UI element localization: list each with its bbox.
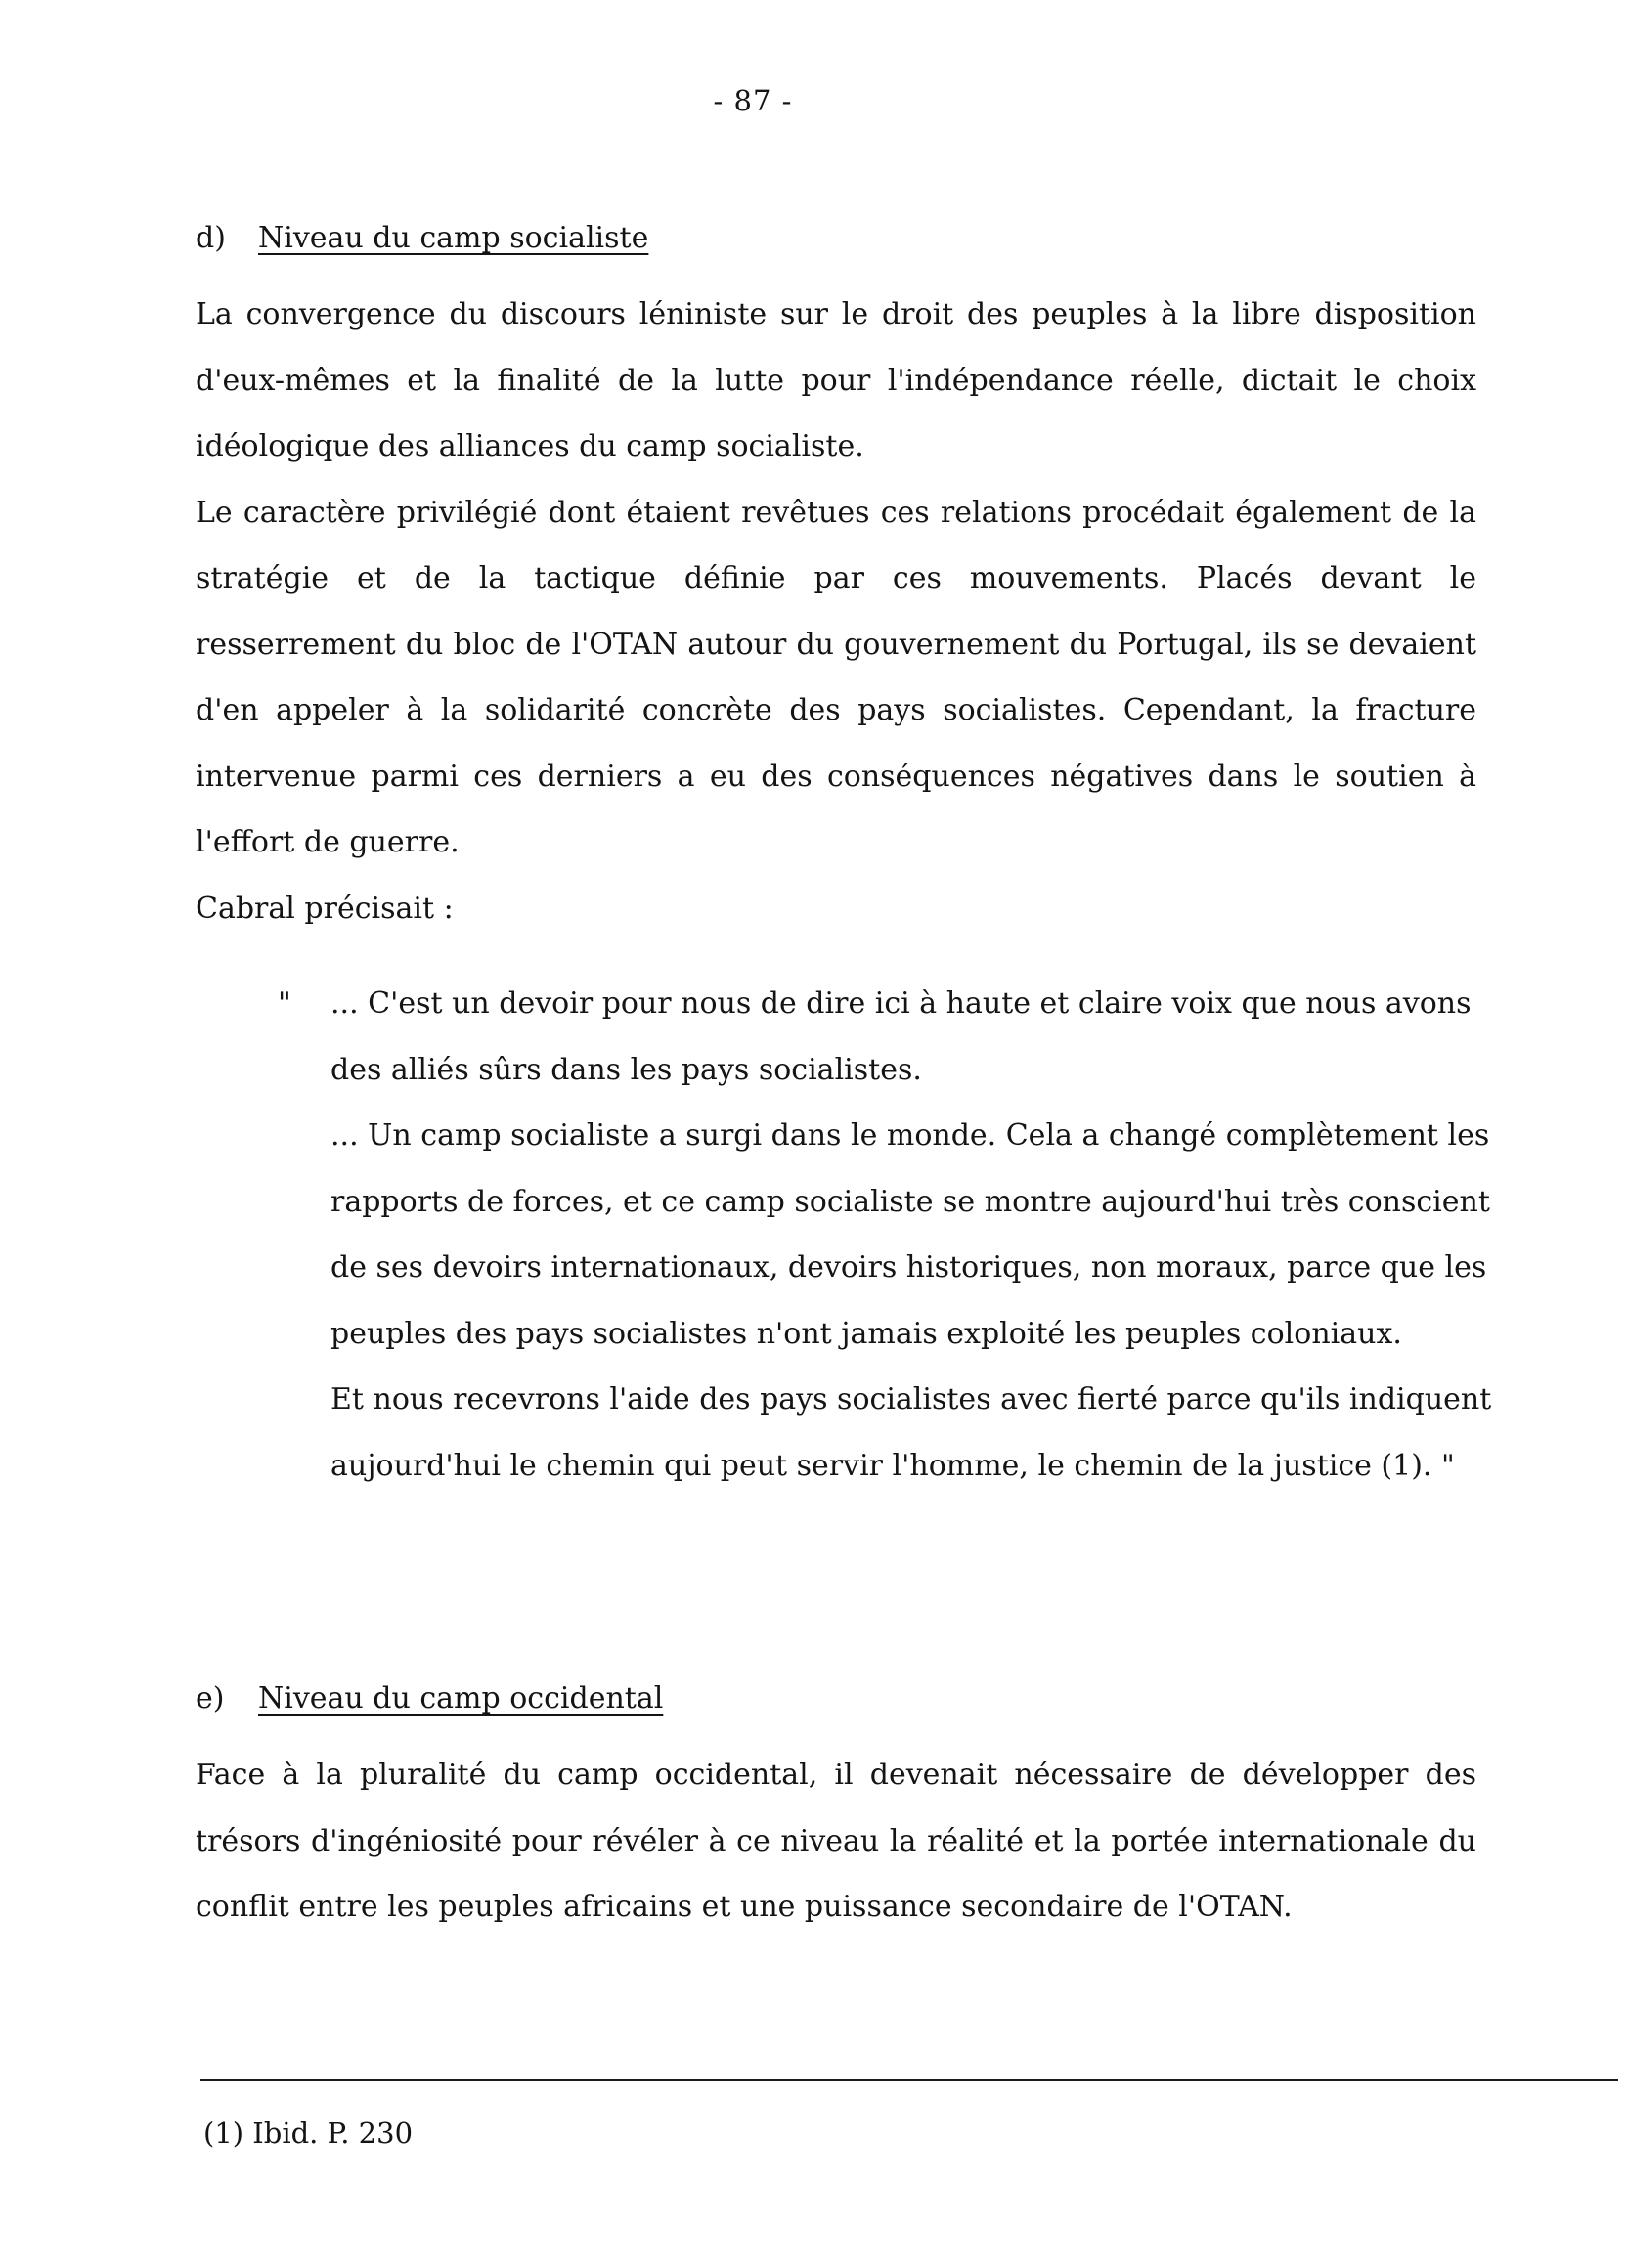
section-e xyxy=(196,1678,1506,1941)
footnote-divider xyxy=(200,2079,1618,2081)
quote-part-1: ... C'est un devoir pour nous de dire ici à haute et claire voix que nous avons des alliés sûrs dans les pays socialistes. xyxy=(330,986,1472,1087)
block-quote xyxy=(278,971,1504,1499)
section-d xyxy=(196,217,1506,1499)
section-d-title: Niveau du camp socialiste xyxy=(258,221,649,255)
quote-open-mark: " xyxy=(278,986,291,1021)
section-e-title: Niveau du camp occidental xyxy=(258,1681,664,1716)
quote-part-3: Et nous recevrons l'aide des pays socialistes avec fierté parce qu'ils indiquent aujourd'hui le chemin qui peut servir l'homme, le chemin de la justice (1). " xyxy=(330,1382,1492,1483)
footnote: (1) Ibid. P. 230 xyxy=(203,2116,414,2150)
section-e-heading xyxy=(196,1678,1506,1721)
section-e-paragraph-1: Face à la pluralité du camp occidental, il devenait nécessaire de développer des trésors d'ingéniosité pour révéler à ce niveau la réalité et la portée internationale du conflit entre les peuples africains et une puissance secondaire de l'OTAN. xyxy=(196,1758,1476,1924)
section-e-letter: e) xyxy=(196,1681,225,1716)
section-d-paragraph-1: La convergence du discours léniniste sur le droit des peuples à la libre disposition d'eux-mêmes et la finalité de la lutte pour l'indépendance réelle, dictait le choix idéologique des alliances du camp socialiste. xyxy=(196,297,1476,463)
section-d-letter: d) xyxy=(196,221,226,255)
quote-part-2: ... Un camp socialiste a surgi dans le monde. Cela a changé complètement les rapports de forces, et ce camp socialiste se montre aujourd'hui très conscient de ses devoirs internationaux, devoirs historiques, non moraux, parce que les peuples des pays socialistes n'ont jamais exploité les peuples coloniaux. xyxy=(330,1118,1490,1351)
section-d-heading xyxy=(196,217,1506,260)
page-number: - 87 - xyxy=(713,84,793,117)
section-d-paragraph-2: Le caractère privilégié dont étaient revêtues ces relations procédait également de la stratégie et de la tactique définie par ces mouvements. Placés devant le resserrement du bloc de l'OTAN autour du gouvernement du Portugal, ils se devaient d'en appeler à la solidarité concrète des pays socialistes. Cependant, la fracture intervenue parmi ces derniers a eu des conséquences négatives dans le soutien à l'effort de guerre. xyxy=(196,495,1476,859)
quote-intro: Cabral précisait : xyxy=(196,891,454,926)
